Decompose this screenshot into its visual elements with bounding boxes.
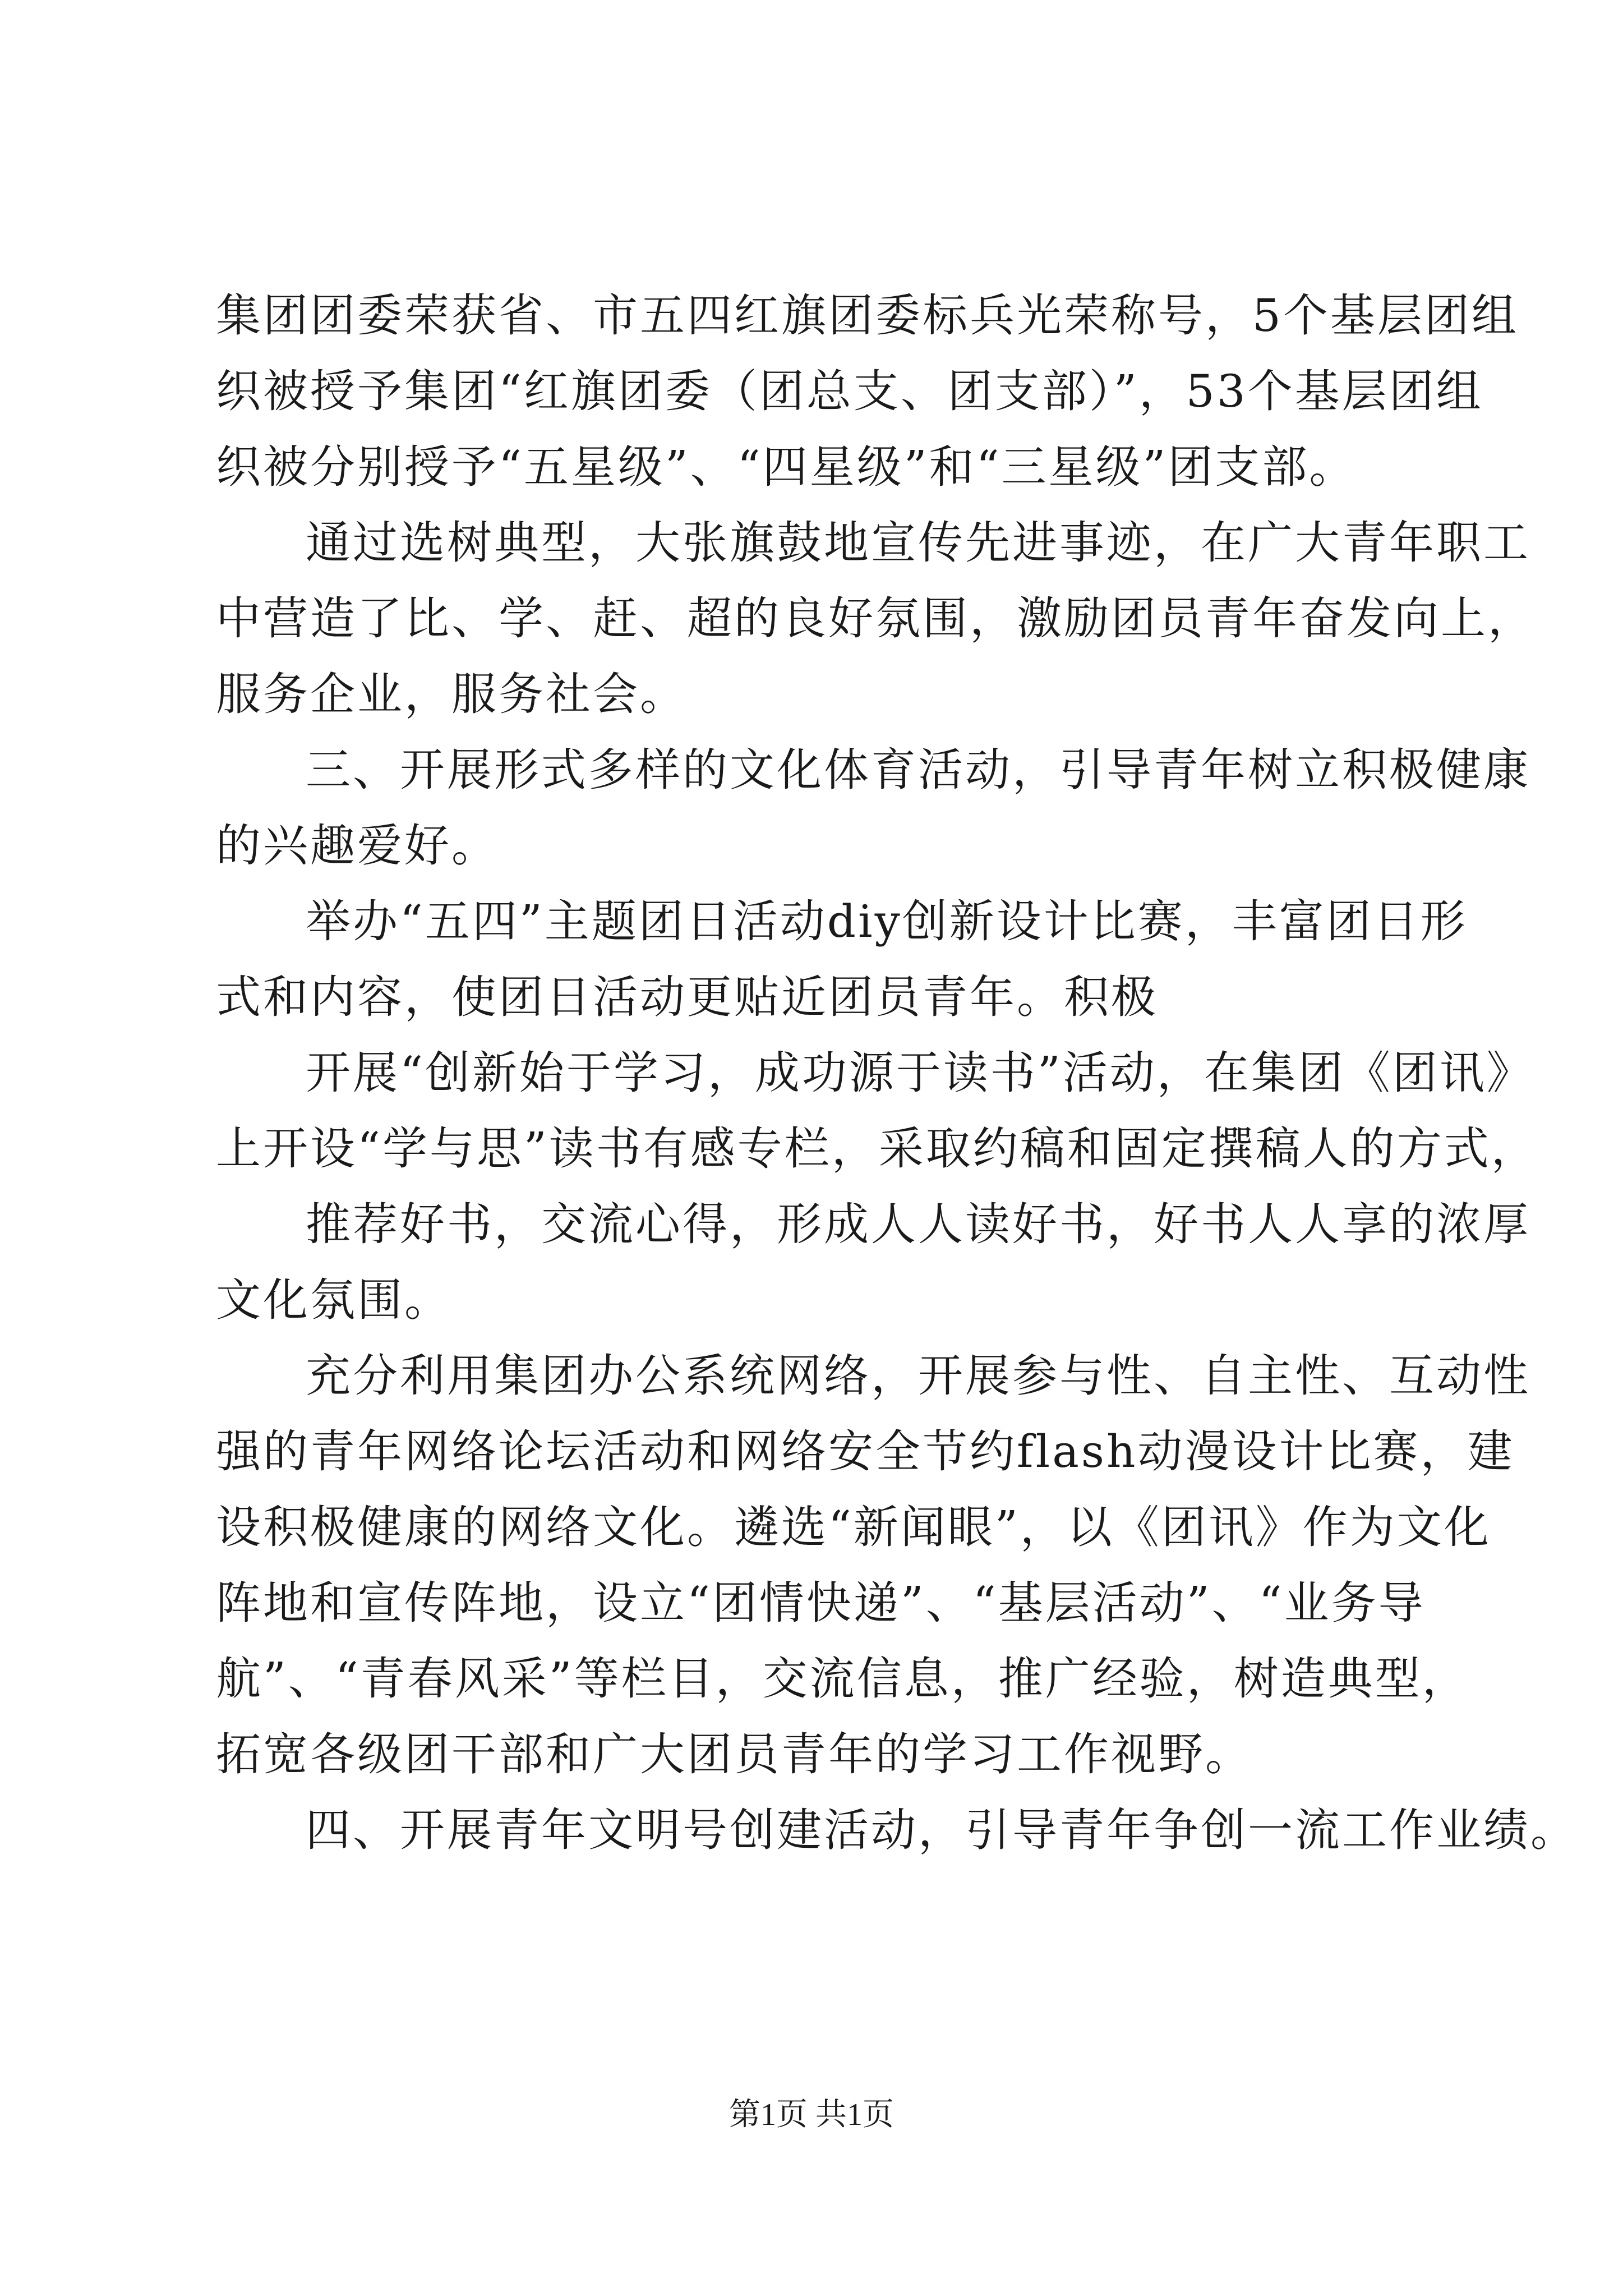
text-line: 阵地和宣传阵地，设立“团情快递”、“基层活动”、“业务导 — [216, 1577, 1426, 1629]
paragraph-first-line: 推荐好书，交流心得，形成人人读好书，好书人人享的浓厚 — [306, 1198, 1530, 1250]
paragraph-first-line: 开展“创新始于学习，成功源于读书”活动，在集团《团讯》 — [306, 1047, 1534, 1099]
section-heading-four: 四、开展青年文明号创建活动，引导青年争创一流工作业绩。 — [306, 1804, 1578, 1856]
text-line: 的兴趣爱好。 — [216, 820, 499, 872]
text-line: 设积极健康的网络文化。遴选“新闻眼”，以《团讯》作为文化 — [216, 1501, 1491, 1553]
text-line: 服务企业，服务社会。 — [216, 668, 687, 720]
section-heading-three: 三、开展形式多样的文化体育活动，引导青年树立积极健康 — [306, 744, 1530, 796]
page-number-footer: 第1页 共1页 — [729, 2097, 894, 2132]
text-line: 文化氛围。 — [216, 1274, 451, 1326]
text-line: 织被分别授予“五星级”、“四星级”和“三星级”团支部。 — [216, 441, 1357, 493]
text-line: 上开设“学与思”读书有感专栏，采取约稿和固定撰稿人的方式， — [216, 1122, 1538, 1175]
text-line: 织被授予集团“红旗团委（团总支、团支部）”，53个基层团组 — [216, 365, 1483, 417]
text-line: 中营造了比、学、赶、超的良好氛围，激励团员青年奋发向上， — [216, 592, 1535, 645]
text-line: 拓宽各级团干部和广大团员青年的学习工作视野。 — [216, 1728, 1252, 1780]
document-body — [216, 278, 1578, 1868]
text-line: 强的青年网络论坛活动和网络安全节约flash动漫设计比赛，建 — [216, 1425, 1515, 1478]
paragraph-first-line: 充分利用集团办公系统网络，开展参与性、自主性、互动性 — [306, 1350, 1530, 1402]
text-line: 集团团委荣获省、市五四红旗团委标兵光荣称号，5个基层团组 — [216, 289, 1519, 342]
text-line: 航”、“青春风采”等栏目，交流信息，推广经验，树造典型， — [216, 1653, 1469, 1705]
text-line: 式和内容，使团日活动更贴近团员青年。积极 — [216, 971, 1158, 1023]
paragraph-first-line: 举办“五四”主题团日活动diy创新设计比赛，丰富团日形 — [306, 895, 1468, 947]
paragraph-first-line: 通过选树典型，大张旗鼓地宣传先进事迹，在广大青年职工 — [306, 517, 1530, 569]
